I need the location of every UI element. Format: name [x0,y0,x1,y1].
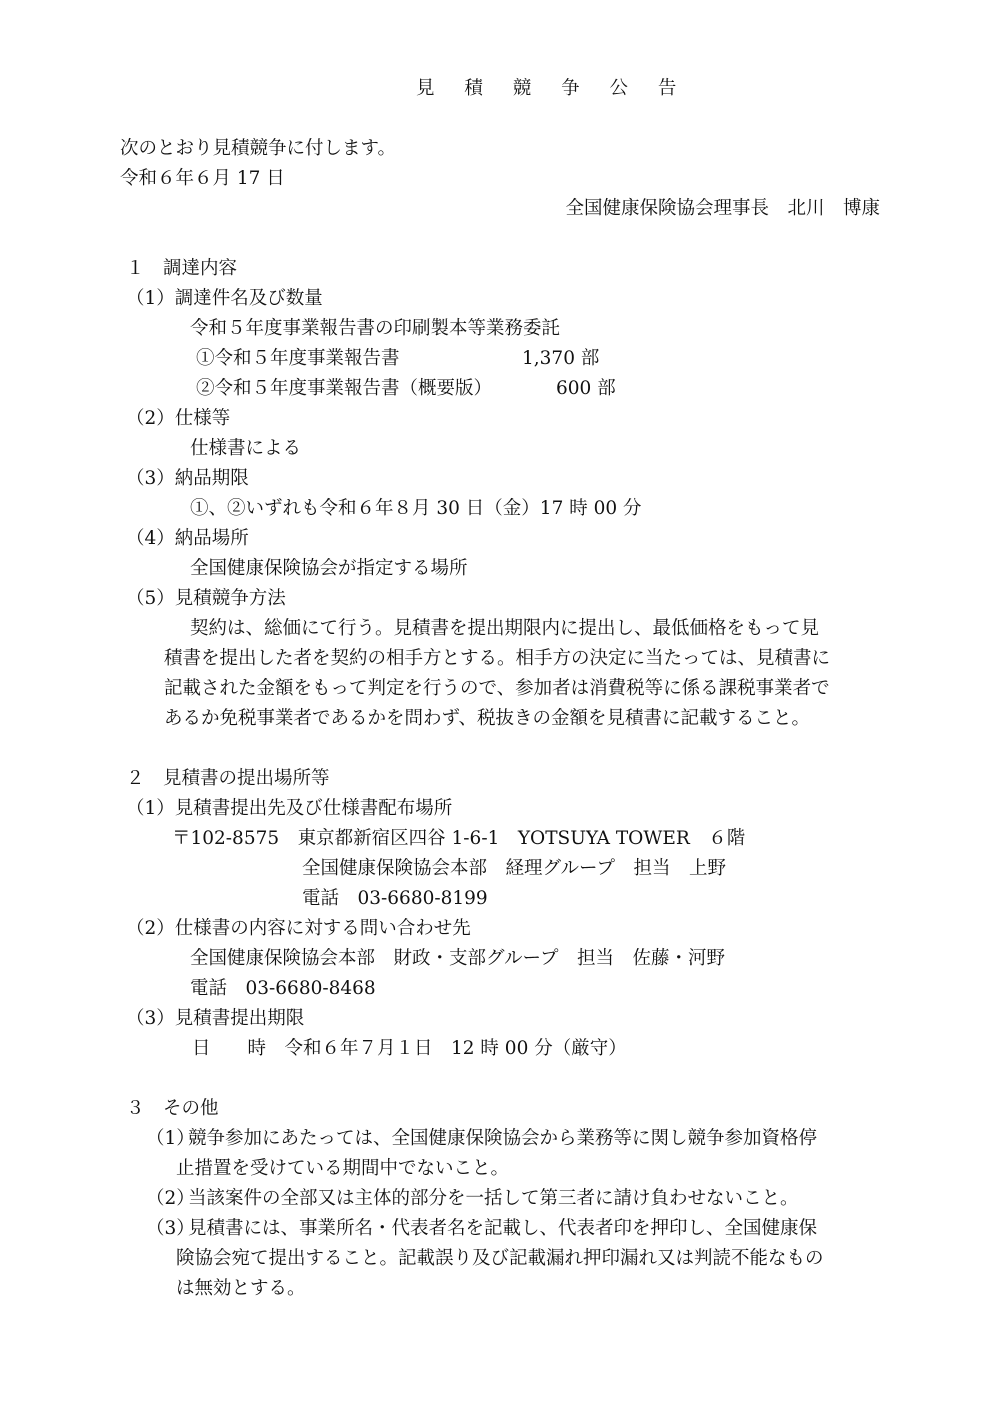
s1-item5-line-2: 積書を提出した者を契約の相手方とする。相手方の決定に当たっては、見積書に [164,648,831,669]
intro-text: 次のとおり見積競争に付します。 [120,138,397,159]
s2-item3-label: （3）見積書提出期限 [126,1008,305,1029]
s1-item3-text: ①、②いずれも令和６年８月 30 日（金）17 時 00 分 [190,498,642,519]
s3-item1-line-2: 止措置を受けている期間中でないこと。 [176,1158,510,1179]
s1-item2-text: 仕様書による [190,438,302,459]
s1-item1-name: 令和５年度事業報告書の印刷製本等業務委託 [190,318,561,339]
s2-item2-dept: 全国健康保険協会本部 財政・支部グループ 担当 佐藤・河野 [190,948,726,969]
s1-item4-label: （4）納品場所 [126,528,249,549]
s1-item5-line-4: あるか免税事業者であるかを問わず、税抜きの金額を見積書に記載すること。 [164,708,811,729]
section-2-heading: ２ 見積書の提出場所等 [126,768,330,789]
s3-item3-line-3: は無効とする。 [176,1278,306,1299]
s3-item1-label: （1） [146,1128,195,1149]
s1-item5-line-3: 記載された金額をもって判定を行うので、参加者は消費税等に係る課税事業者で [164,678,830,699]
s1-item2-label: （2）仕様等 [126,408,231,429]
s3-item3-label: （3） [146,1218,195,1239]
s1-item3-label: （3）納品期限 [126,468,249,489]
s2-item1-address: 〒102-8575 東京都新宿区四谷 1-6-1 YOTSUYA TOWER ６階 [172,828,746,849]
section-1-heading: １ 調達内容 [126,258,238,279]
s3-item2-label: （2） [146,1188,195,1209]
s2-item2-label: （2）仕様書の内容に対する問い合わせ先 [126,918,471,939]
s1-item5-line-1: 契約は、総価にて行う。見積書を提出期限内に提出し、最低価格をもって見 [190,618,820,639]
s1-row1-name: ①令和５年度事業報告書 [196,348,400,369]
issuer-name: 全国健康保険協会理事長 北川 博康 [565,198,880,219]
s1-item4-text: 全国健康保険協会が指定する場所 [190,558,468,579]
s3-item1-line-1: 競争参加にあたっては、全国健康保険協会から業務等に関し競争参加資格停 [188,1128,818,1149]
s2-item2-tel: 電話 03-6680-8468 [190,978,376,999]
s2-item1-label: （1）見積書提出先及び仕様書配布場所 [126,798,453,819]
s1-row2-qty: 600 部 [556,378,616,399]
s2-item3-text: 日 時 令和６年７月１日 12 時 00 分（厳守） [192,1038,627,1059]
notice-title: 見 積 競 争 公 告 [416,78,689,99]
s1-row2-name: ②令和５年度事業報告書（概要版） [196,378,493,399]
s1-row1-qty: 1,370 部 [522,348,600,369]
s3-item2-line-1: 当該案件の全部又は主体的部分を一括して第三者に請け負わせないこと。 [188,1188,799,1209]
section-3-heading: ３ その他 [126,1098,219,1119]
s2-item1-tel: 電話 03-6680-8199 [302,888,488,909]
notice-date: 令和６年６月 17 日 [120,168,285,189]
s3-item3-line-2: 険協会宛て提出すること。記載誤り及び記載漏れ押印漏れ又は判読不能なもの [176,1248,824,1269]
s2-item1-dept: 全国健康保険協会本部 経理グループ 担当 上野 [302,858,727,879]
s1-item5-label: （5）見積競争方法 [126,588,286,609]
s1-item1-label: （1）調達件名及び数量 [126,288,323,309]
s3-item3-line-1: 見積書には、事業所名・代表者名を記載し、代表者印を押印し、全国健康保 [188,1218,818,1239]
